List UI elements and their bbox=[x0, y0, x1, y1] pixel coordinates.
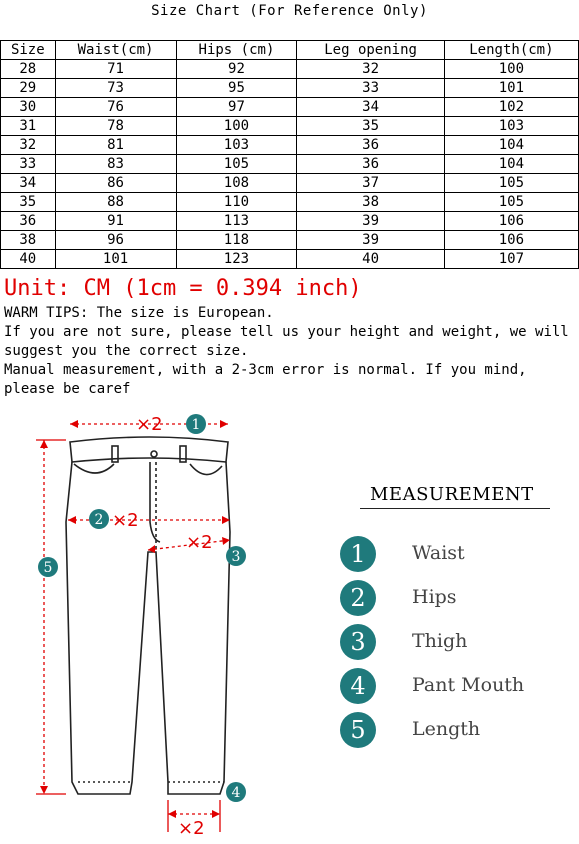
table-row bbox=[1, 98, 579, 117]
table-cell: 96 bbox=[55, 231, 176, 250]
table-cell: 104 bbox=[444, 136, 578, 155]
table-cell: 29 bbox=[1, 79, 56, 98]
table-cell: 39 bbox=[297, 231, 444, 250]
table-cell: 108 bbox=[176, 174, 297, 193]
table-cell: 83 bbox=[55, 155, 176, 174]
table-cell: 78 bbox=[55, 117, 176, 136]
table-row bbox=[1, 231, 579, 250]
legend-label: Waist bbox=[412, 542, 465, 564]
table-cell: 40 bbox=[1, 250, 56, 269]
table-cell: 71 bbox=[55, 60, 176, 79]
table-cell: 102 bbox=[444, 98, 578, 117]
header-waist: Waist(cm) bbox=[55, 41, 176, 60]
table-cell: 110 bbox=[176, 193, 297, 212]
table-row bbox=[1, 193, 579, 212]
multiplier-label: ×2 bbox=[178, 818, 205, 839]
header-leg-opening: Leg opening bbox=[297, 41, 444, 60]
size-chart-title: Size Chart (For Reference Only) bbox=[151, 3, 428, 19]
table-cell: 39 bbox=[297, 212, 444, 231]
table-row bbox=[1, 136, 579, 155]
table-cell: 103 bbox=[176, 136, 297, 155]
table-row bbox=[1, 250, 579, 269]
table-cell: 76 bbox=[55, 98, 176, 117]
table-cell: 92 bbox=[176, 60, 297, 79]
table-cell: 86 bbox=[55, 174, 176, 193]
tip-line: Manual measurement, with a 2-3cm error is normal. If you mind, please be caref bbox=[4, 362, 527, 397]
marker-number: 1 bbox=[191, 417, 201, 433]
table-header-row bbox=[1, 41, 579, 60]
table-cell: 37 bbox=[297, 174, 444, 193]
table-cell: 28 bbox=[1, 60, 56, 79]
header-size: Size bbox=[1, 41, 56, 60]
pants-outline bbox=[66, 437, 230, 794]
table-cell: 34 bbox=[297, 98, 444, 117]
number-1-icon: 1 bbox=[340, 536, 376, 572]
table-cell: 103 bbox=[444, 117, 578, 136]
number-3-icon: 3 bbox=[340, 624, 376, 660]
pants-diagram bbox=[0, 402, 330, 842]
table-cell: 38 bbox=[297, 193, 444, 212]
marker-number: 3 bbox=[231, 549, 241, 565]
size-table bbox=[0, 40, 579, 269]
table-cell: 38 bbox=[1, 231, 56, 250]
legend-title: MEASUREMENT bbox=[370, 484, 534, 505]
table-cell: 123 bbox=[176, 250, 297, 269]
table-cell: 101 bbox=[444, 79, 578, 98]
table-cell: 118 bbox=[176, 231, 297, 250]
tip-line: WARM TIPS: The size is European. bbox=[4, 305, 274, 321]
table-cell: 34 bbox=[1, 174, 56, 193]
table-cell: 88 bbox=[55, 193, 176, 212]
table-cell: 101 bbox=[55, 250, 176, 269]
table-cell: 105 bbox=[444, 193, 578, 212]
header-length: Length(cm) bbox=[444, 41, 578, 60]
table-row bbox=[1, 155, 579, 174]
table-cell: 106 bbox=[444, 212, 578, 231]
table-cell: 33 bbox=[297, 79, 444, 98]
table-row bbox=[1, 79, 579, 98]
multiplier-label: ×2 bbox=[112, 510, 139, 531]
table-row bbox=[1, 60, 579, 79]
table-row bbox=[1, 174, 579, 193]
table-cell: 32 bbox=[297, 60, 444, 79]
table-cell: 95 bbox=[176, 79, 297, 98]
table-cell: 100 bbox=[176, 117, 297, 136]
table-cell: 107 bbox=[444, 250, 578, 269]
unit-note: Unit: CM (1cm = 0.394 inch) bbox=[4, 276, 362, 301]
table-cell: 31 bbox=[1, 117, 56, 136]
table-cell: 30 bbox=[1, 98, 56, 117]
table-cell: 91 bbox=[55, 212, 176, 231]
table-cell: 105 bbox=[176, 155, 297, 174]
legend-label: Length bbox=[412, 718, 481, 740]
table-cell: 35 bbox=[1, 193, 56, 212]
table-cell: 81 bbox=[55, 136, 176, 155]
number-5-icon: 5 bbox=[340, 712, 376, 748]
table-cell: 97 bbox=[176, 98, 297, 117]
table-row bbox=[1, 117, 579, 136]
number-2-icon: 2 bbox=[340, 580, 376, 616]
legend-label: Pant Mouth bbox=[412, 674, 525, 696]
multiplier-label: ×2 bbox=[136, 414, 163, 435]
measurement-legend bbox=[330, 478, 570, 768]
table-cell: 73 bbox=[55, 79, 176, 98]
table-cell: 104 bbox=[444, 155, 578, 174]
legend-label: Hips bbox=[412, 586, 457, 608]
table-cell: 36 bbox=[297, 136, 444, 155]
legend-divider bbox=[360, 508, 550, 509]
tip-line: If you are not sure, please tell us your height and weight, we will suggest you the correct size. bbox=[4, 324, 569, 359]
header-hips: Hips (cm) bbox=[176, 41, 297, 60]
table-cell: 36 bbox=[1, 212, 56, 231]
table-cell: 40 bbox=[297, 250, 444, 269]
number-4-icon: 4 bbox=[340, 668, 376, 704]
marker-number: 4 bbox=[231, 785, 241, 801]
table-row bbox=[1, 212, 579, 231]
marker-number: 5 bbox=[43, 560, 53, 576]
table-cell: 100 bbox=[444, 60, 578, 79]
table-cell: 36 bbox=[297, 155, 444, 174]
table-cell: 33 bbox=[1, 155, 56, 174]
marker-number: 2 bbox=[94, 512, 104, 528]
table-cell: 32 bbox=[1, 136, 56, 155]
multiplier-label: ×2 bbox=[186, 532, 213, 553]
table-cell: 106 bbox=[444, 231, 578, 250]
tips-block bbox=[4, 304, 576, 399]
legend-label: Thigh bbox=[412, 630, 468, 652]
table-cell: 105 bbox=[444, 174, 578, 193]
table-cell: 35 bbox=[297, 117, 444, 136]
table-cell: 113 bbox=[176, 212, 297, 231]
